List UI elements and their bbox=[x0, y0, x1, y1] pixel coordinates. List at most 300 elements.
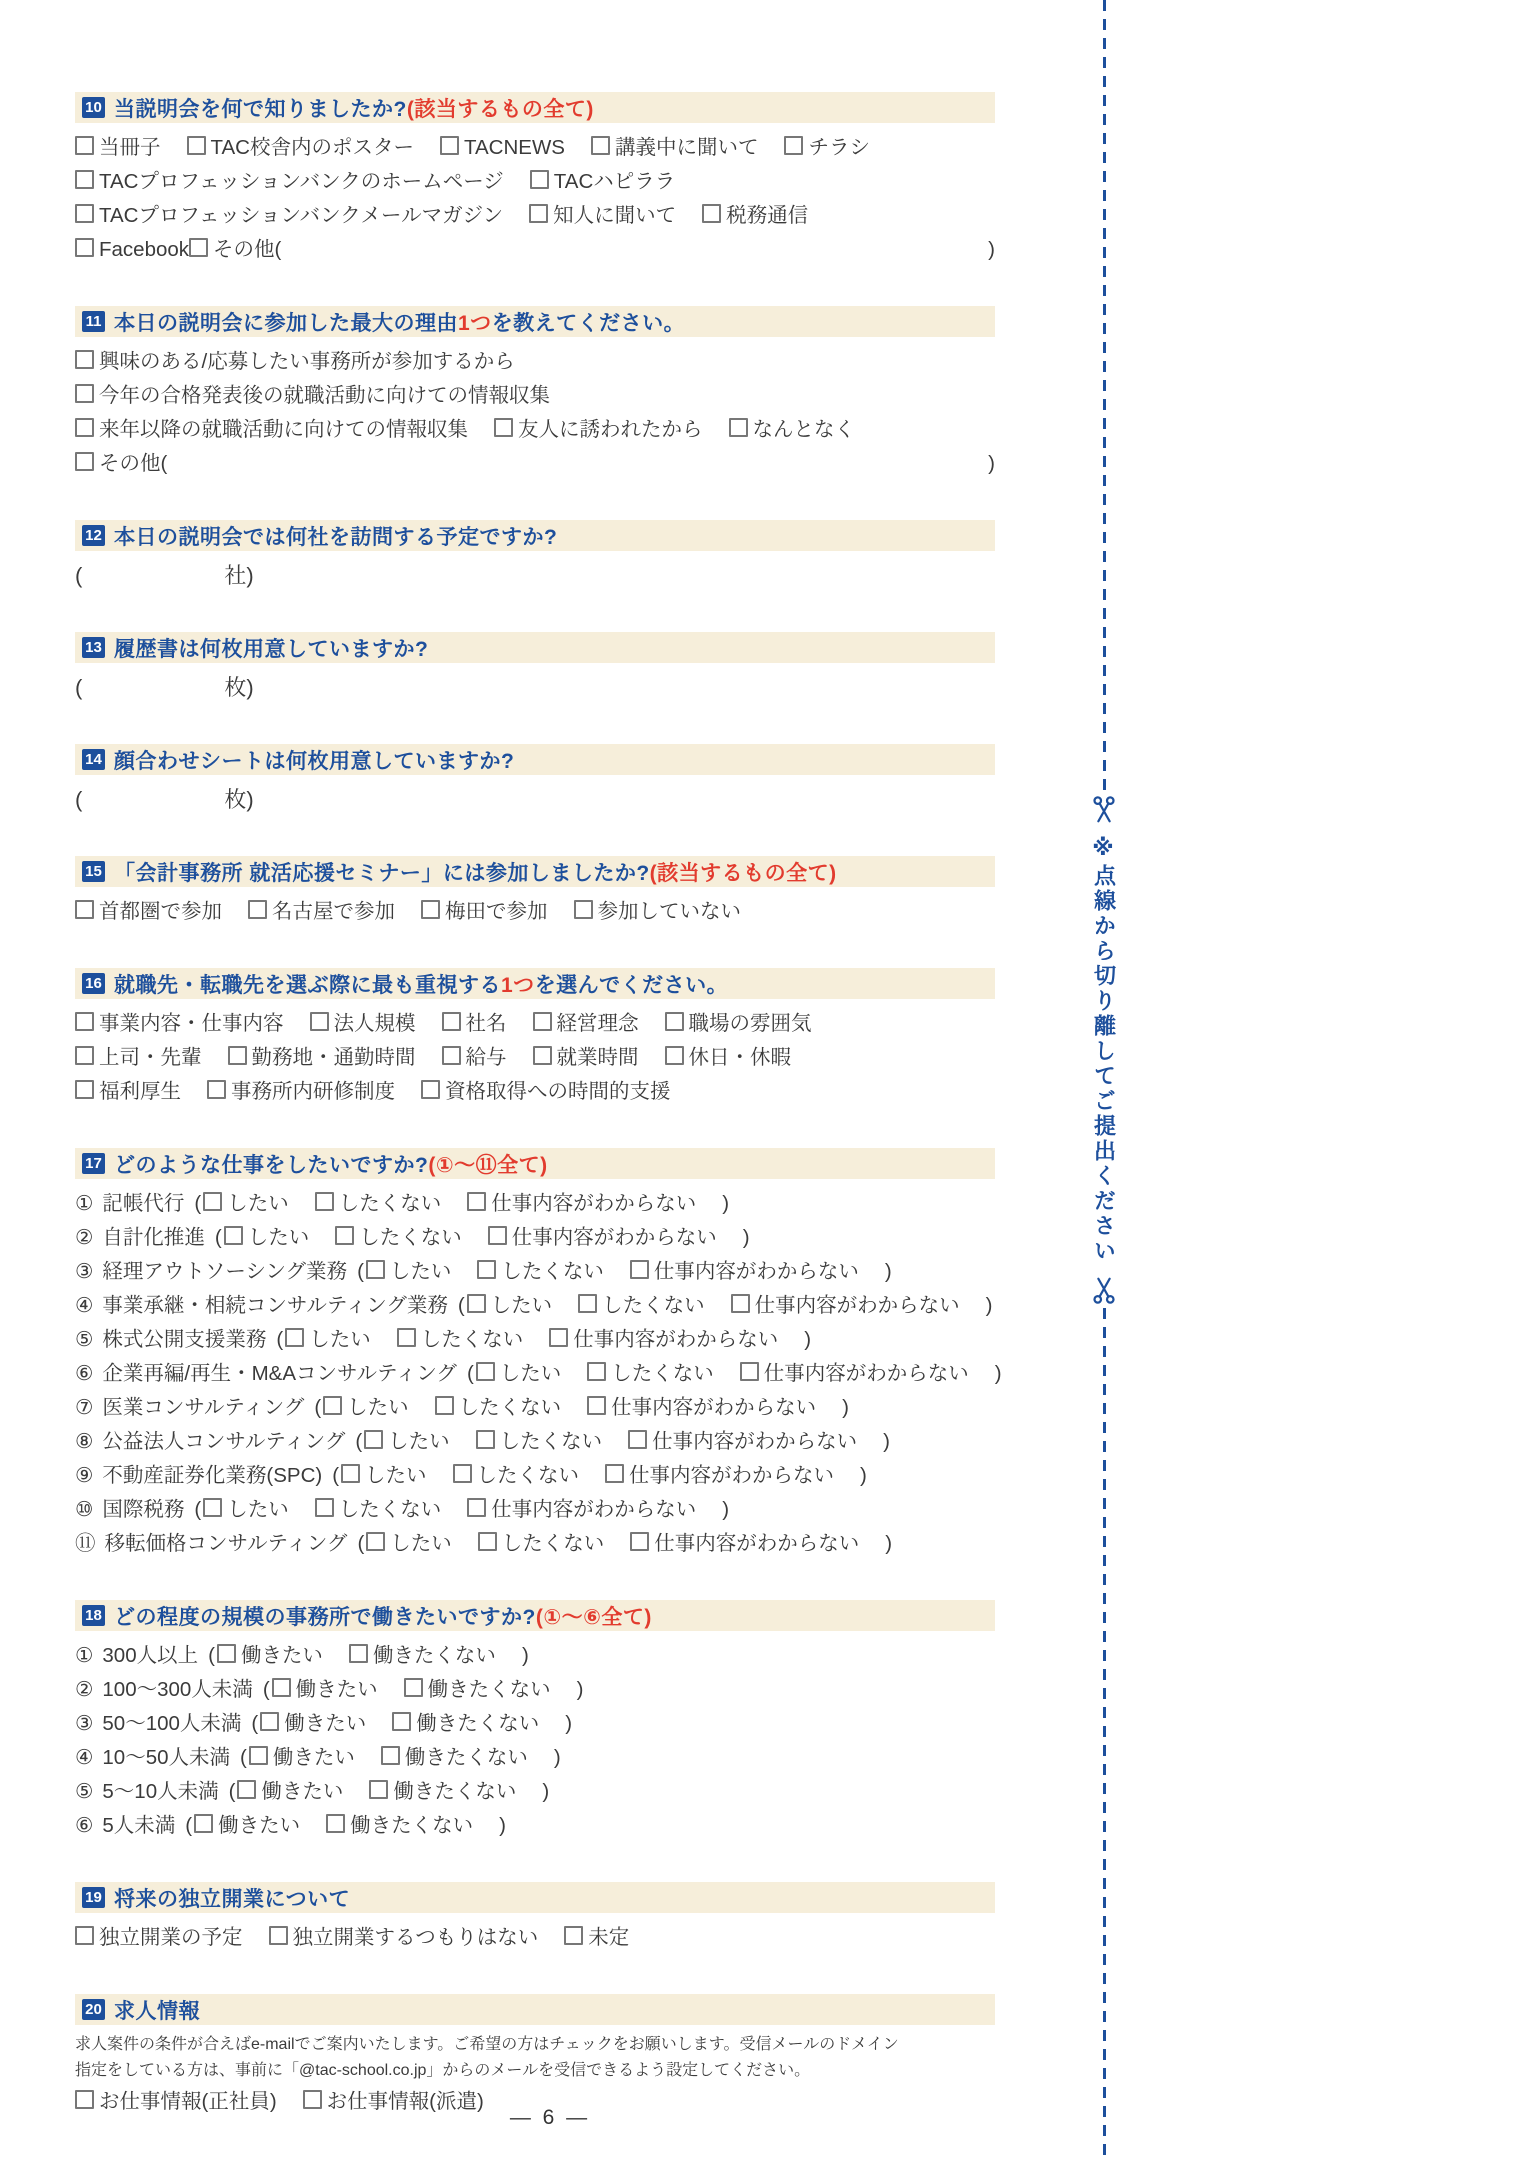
item-number: ⑤ bbox=[75, 1328, 94, 1351]
option-label: TACハピララ bbox=[553, 170, 676, 193]
checkbox-option[interactable] bbox=[75, 204, 503, 227]
option-label: 上司・先輩 bbox=[99, 1046, 202, 1069]
checkbox-icon[interactable] bbox=[75, 170, 94, 189]
checkbox-icon[interactable] bbox=[341, 1464, 360, 1483]
checkbox-option[interactable] bbox=[605, 1464, 834, 1487]
checkbox-option[interactable] bbox=[366, 1532, 452, 1555]
item-row bbox=[75, 1221, 995, 1255]
checkbox-icon[interactable] bbox=[435, 1396, 454, 1415]
item-label: 300人以上 bbox=[102, 1644, 199, 1667]
write-in-row bbox=[75, 671, 995, 705]
checkbox-option[interactable] bbox=[75, 900, 222, 923]
option-label: 仕事内容がわからない bbox=[763, 1362, 969, 1385]
open-paren: ( bbox=[75, 675, 83, 700]
option-label: 働きたくない bbox=[372, 1644, 496, 1667]
checkbox-option[interactable] bbox=[453, 1464, 580, 1487]
checkbox-icon[interactable] bbox=[315, 1498, 334, 1517]
section-14 bbox=[75, 744, 995, 817]
checkbox-option[interactable] bbox=[729, 418, 856, 441]
checkbox-option[interactable] bbox=[249, 1746, 355, 1769]
checkbox-option[interactable] bbox=[203, 1192, 289, 1215]
checkbox-icon[interactable] bbox=[349, 1644, 368, 1663]
checkbox-option[interactable] bbox=[310, 1012, 416, 1035]
checkbox-icon[interactable] bbox=[392, 1712, 411, 1731]
item-number: ④ bbox=[75, 1746, 94, 1769]
close-paren: ) bbox=[521, 1644, 529, 1667]
dashed-cut-line-top bbox=[1103, 0, 1106, 792]
title-segment: を選んでください。 bbox=[534, 973, 729, 997]
section-number-badge: 16 bbox=[82, 973, 105, 994]
title-segment: (該当するもの全て) bbox=[406, 97, 594, 121]
checkbox-option[interactable] bbox=[323, 1396, 409, 1419]
option-row bbox=[75, 233, 995, 267]
checkbox-option[interactable] bbox=[564, 1926, 629, 1949]
checkbox-option[interactable] bbox=[477, 1260, 604, 1283]
checkbox-icon[interactable] bbox=[203, 1498, 222, 1517]
checkbox-icon[interactable] bbox=[272, 1678, 291, 1697]
section-19 bbox=[75, 1882, 995, 1955]
option-label: 講義中に聞いて bbox=[614, 136, 759, 159]
checkbox-option[interactable] bbox=[628, 1430, 857, 1453]
open-paren: ( bbox=[466, 1362, 474, 1385]
section-11 bbox=[75, 306, 995, 481]
option-row bbox=[75, 413, 995, 447]
checkbox-option[interactable] bbox=[381, 1746, 528, 1769]
option-label: したい bbox=[388, 1430, 450, 1453]
option-label: その他( bbox=[213, 238, 282, 261]
checkbox-icon[interactable] bbox=[381, 1746, 400, 1765]
checkbox-icon[interactable] bbox=[366, 1532, 385, 1551]
checkbox-icon[interactable] bbox=[194, 1814, 213, 1833]
section-20 bbox=[75, 1994, 995, 2119]
option-label: 未定 bbox=[588, 1926, 630, 1949]
item-row bbox=[75, 1639, 995, 1673]
checkbox-option[interactable] bbox=[549, 1328, 778, 1351]
checkbox-icon[interactable] bbox=[315, 1192, 334, 1211]
option-row bbox=[75, 379, 995, 413]
cut-line bbox=[1083, 0, 1125, 2163]
option-label: したくない bbox=[501, 1532, 605, 1555]
checkbox-icon[interactable] bbox=[630, 1532, 649, 1551]
section-10 bbox=[75, 92, 995, 267]
option-label: Facebook bbox=[99, 238, 190, 261]
checkbox-icon[interactable] bbox=[404, 1678, 423, 1697]
checkbox-option[interactable] bbox=[630, 1532, 859, 1555]
checkbox-option[interactable] bbox=[467, 1192, 696, 1215]
checkbox-icon[interactable] bbox=[203, 1192, 222, 1211]
option-label: 参加していない bbox=[597, 900, 741, 923]
checkbox-option[interactable] bbox=[533, 1046, 639, 1069]
checkbox-icon[interactable] bbox=[189, 238, 208, 257]
checkbox-icon[interactable] bbox=[75, 136, 94, 155]
checkbox-icon[interactable] bbox=[488, 1226, 507, 1245]
checkbox-icon[interactable] bbox=[477, 1260, 496, 1279]
option-row bbox=[75, 165, 995, 199]
section-note: 求人案件の条件が合えばe-mailでご案内いたします。ご希望の方はチェックをお願いします。受信メールのドメイン bbox=[75, 2036, 899, 2053]
option-label: したくない bbox=[499, 1430, 603, 1453]
section-header bbox=[75, 520, 995, 551]
option-label: 仕事内容がわからない bbox=[611, 1396, 817, 1419]
open-paren: ( bbox=[208, 1644, 215, 1667]
checkbox-option[interactable] bbox=[194, 1814, 300, 1837]
open-paren: ( bbox=[276, 1328, 284, 1351]
close-paren: ) bbox=[742, 1226, 750, 1249]
checkbox-icon[interactable] bbox=[249, 1746, 268, 1765]
checkbox-option[interactable] bbox=[75, 350, 515, 373]
section-number-badge: 10 bbox=[82, 97, 105, 118]
checkbox-icon[interactable] bbox=[75, 452, 94, 471]
checkbox-icon[interactable] bbox=[75, 1012, 94, 1031]
checkbox-icon[interactable] bbox=[591, 136, 610, 155]
item-number: ① bbox=[75, 1644, 94, 1667]
option-label: その他( bbox=[99, 452, 168, 475]
option-label: 税務通信 bbox=[726, 204, 809, 227]
checkbox-icon[interactable] bbox=[467, 1498, 486, 1517]
checkbox-option[interactable] bbox=[349, 1644, 496, 1667]
section-15 bbox=[75, 856, 995, 929]
item-number: ⑩ bbox=[75, 1498, 94, 1521]
checkbox-icon[interactable] bbox=[75, 350, 94, 369]
item-label: 記帳代行 bbox=[102, 1192, 185, 1215]
checkbox-option[interactable] bbox=[740, 1362, 969, 1385]
checkbox-option[interactable] bbox=[248, 900, 395, 923]
checkbox-icon[interactable] bbox=[665, 1012, 684, 1031]
checkbox-icon[interactable] bbox=[207, 1080, 226, 1099]
checkbox-icon[interactable] bbox=[533, 1012, 552, 1031]
checkbox-icon[interactable] bbox=[237, 1780, 256, 1799]
option-row bbox=[75, 131, 995, 165]
option-label: 来年以降の就職活動に向けての情報収集 bbox=[99, 418, 468, 441]
checkbox-option[interactable] bbox=[467, 1498, 696, 1521]
close-paren: ) bbox=[884, 1260, 892, 1283]
checkbox-option[interactable] bbox=[467, 1294, 553, 1317]
checkbox-option[interactable] bbox=[392, 1712, 539, 1735]
item-row bbox=[75, 1741, 995, 1775]
option-label: したい bbox=[309, 1328, 371, 1351]
option-label: 働きたくない bbox=[393, 1780, 517, 1803]
checkbox-icon[interactable] bbox=[75, 900, 94, 919]
checkbox-icon[interactable] bbox=[75, 384, 94, 403]
section-header bbox=[75, 632, 995, 663]
item-label: 移転価格コンサルティング bbox=[104, 1532, 348, 1555]
checkbox-icon[interactable] bbox=[530, 170, 549, 189]
section-header bbox=[75, 856, 995, 887]
checkbox-option[interactable] bbox=[75, 1080, 181, 1103]
item-number: ③ bbox=[75, 1712, 94, 1735]
checkbox-icon[interactable] bbox=[578, 1294, 597, 1313]
option-label: 当冊子 bbox=[99, 136, 161, 159]
option-label: したくない bbox=[359, 1226, 462, 1249]
option-label: なんとなく bbox=[752, 418, 855, 441]
checkbox-option[interactable] bbox=[341, 1464, 427, 1487]
option-label: したい bbox=[499, 1362, 562, 1385]
checkbox-option[interactable] bbox=[529, 204, 676, 227]
checkbox-icon[interactable] bbox=[478, 1532, 497, 1551]
close-paren: ) bbox=[883, 1430, 890, 1453]
open-paren: ( bbox=[251, 1712, 259, 1735]
checkbox-option[interactable] bbox=[421, 900, 548, 923]
option-label: したくない bbox=[420, 1328, 524, 1351]
checkbox-icon[interactable] bbox=[587, 1362, 606, 1381]
checkbox-option[interactable] bbox=[75, 233, 189, 267]
option-label: したくない bbox=[338, 1192, 442, 1215]
checkbox-option[interactable] bbox=[574, 900, 742, 923]
section-12 bbox=[75, 520, 995, 593]
checkbox-icon[interactable] bbox=[248, 900, 267, 919]
checkbox-option[interactable] bbox=[203, 1498, 289, 1521]
checkbox-option[interactable] bbox=[784, 136, 870, 159]
checkbox-option[interactable] bbox=[335, 1226, 462, 1249]
checkbox-icon[interactable] bbox=[269, 1926, 288, 1945]
checkbox-option[interactable] bbox=[75, 170, 504, 193]
open-paren: ( bbox=[314, 1396, 322, 1419]
checkbox-icon[interactable] bbox=[665, 1046, 684, 1065]
section-number-badge: 18 bbox=[82, 1605, 105, 1626]
title-segment: 将来の独立開業について bbox=[114, 1887, 351, 1911]
checkbox-icon[interactable] bbox=[335, 1226, 354, 1245]
close-paren: ) bbox=[994, 1362, 1002, 1385]
open-paren: ( bbox=[240, 1746, 247, 1769]
checkbox-option[interactable] bbox=[442, 1046, 507, 1069]
checkbox-icon[interactable] bbox=[533, 1046, 552, 1065]
checkbox-option[interactable] bbox=[326, 1814, 473, 1837]
checkbox-option[interactable] bbox=[440, 136, 565, 159]
open-paren: ( bbox=[357, 1532, 365, 1555]
checkbox-option[interactable] bbox=[587, 1362, 714, 1385]
section-title bbox=[114, 521, 557, 551]
checkbox-option[interactable] bbox=[224, 1226, 310, 1249]
option-label: 興味のある/応募したい事務所が参加するから bbox=[99, 350, 515, 373]
checkbox-icon[interactable] bbox=[187, 136, 206, 155]
checkbox-icon[interactable] bbox=[310, 1012, 329, 1031]
checkbox-icon[interactable] bbox=[421, 1080, 440, 1099]
checkbox-icon[interactable] bbox=[224, 1226, 243, 1245]
checkbox-icon[interactable] bbox=[75, 1080, 94, 1099]
section-title bbox=[114, 969, 728, 999]
checkbox-icon[interactable] bbox=[549, 1328, 568, 1347]
checkbox-option[interactable] bbox=[75, 136, 161, 159]
checkbox-option[interactable] bbox=[578, 1294, 705, 1317]
section-number-badge: 12 bbox=[82, 525, 105, 546]
option-label: チラシ bbox=[808, 136, 870, 159]
checkbox-option[interactable] bbox=[189, 233, 281, 267]
option-label: TACプロフェッションバンクのホームページ bbox=[99, 170, 504, 193]
checkbox-icon[interactable] bbox=[740, 1362, 759, 1381]
close-paren: ) bbox=[988, 238, 995, 261]
checkbox-option[interactable] bbox=[587, 1396, 816, 1419]
checkbox-icon[interactable] bbox=[440, 136, 459, 155]
checkbox-icon[interactable] bbox=[564, 1926, 583, 1945]
checkbox-option[interactable] bbox=[75, 447, 167, 481]
checkbox-icon[interactable] bbox=[630, 1260, 649, 1279]
checkbox-option[interactable] bbox=[228, 1046, 416, 1069]
open-paren: ( bbox=[194, 1192, 202, 1215]
checkbox-option[interactable] bbox=[421, 1080, 671, 1103]
checkbox-option[interactable] bbox=[731, 1294, 960, 1317]
checkbox-option[interactable] bbox=[272, 1678, 378, 1701]
checkbox-icon[interactable] bbox=[476, 1430, 495, 1449]
checkbox-icon[interactable] bbox=[228, 1046, 247, 1065]
title-segment: 本日の説明会に参加した最大の理由 bbox=[114, 311, 458, 335]
checkbox-option[interactable] bbox=[702, 204, 808, 227]
checkbox-option[interactable] bbox=[75, 1012, 284, 1035]
cut-instruction-text: ※点線から切り離してご提出ください bbox=[1091, 836, 1117, 1264]
checkbox-icon[interactable] bbox=[260, 1712, 279, 1731]
checkbox-option[interactable] bbox=[237, 1780, 343, 1803]
checkbox-option[interactable] bbox=[488, 1226, 717, 1249]
checkbox-icon[interactable] bbox=[574, 900, 593, 919]
item-row bbox=[75, 1425, 995, 1459]
open-paren: ( bbox=[214, 1226, 222, 1249]
item-number: ④ bbox=[75, 1294, 94, 1317]
checkbox-icon[interactable] bbox=[285, 1328, 304, 1347]
checkbox-option[interactable] bbox=[285, 1328, 371, 1351]
checkbox-icon[interactable] bbox=[467, 1192, 486, 1211]
item-row bbox=[75, 1775, 995, 1809]
checkbox-option[interactable] bbox=[315, 1192, 442, 1215]
checkbox-icon[interactable] bbox=[476, 1362, 495, 1381]
option-label: 休日・休暇 bbox=[688, 1046, 791, 1069]
checkbox-icon[interactable] bbox=[75, 1926, 94, 1945]
section-header bbox=[75, 1148, 995, 1179]
option-label: 仕事内容がわからない bbox=[491, 1192, 697, 1215]
checkbox-icon[interactable] bbox=[75, 204, 94, 223]
title-segment: 就職先・転職先を選ぶ際に最も重視する bbox=[114, 973, 501, 997]
item-row bbox=[75, 1323, 995, 1357]
title-segment: どの程度の規模の事務所で働きたいですか? bbox=[114, 1605, 536, 1629]
checkbox-option[interactable] bbox=[364, 1430, 450, 1453]
checkbox-icon[interactable] bbox=[217, 1644, 236, 1663]
option-label: したい bbox=[389, 1260, 452, 1283]
checkbox-option[interactable] bbox=[75, 1046, 202, 1069]
option-label: 働きたくない bbox=[350, 1814, 474, 1837]
item-number: ⑨ bbox=[75, 1464, 94, 1487]
checkbox-option[interactable] bbox=[187, 136, 414, 159]
option-label: 仕事内容がわからない bbox=[511, 1226, 717, 1249]
checkbox-icon[interactable] bbox=[587, 1396, 606, 1415]
option-label: 知人に聞いて bbox=[553, 204, 677, 227]
option-label: したい bbox=[247, 1226, 310, 1249]
checkbox-option[interactable] bbox=[404, 1678, 551, 1701]
checkbox-icon[interactable] bbox=[364, 1430, 383, 1449]
checkbox-icon[interactable] bbox=[453, 1464, 472, 1483]
title-segment: を教えてください。 bbox=[491, 311, 686, 335]
checkbox-icon[interactable] bbox=[784, 136, 803, 155]
checkbox-option[interactable] bbox=[217, 1644, 323, 1667]
item-row bbox=[75, 1357, 1002, 1391]
checkbox-icon[interactable] bbox=[326, 1814, 345, 1833]
item-label: 100〜300人未満 bbox=[102, 1678, 253, 1701]
checkbox-option[interactable] bbox=[75, 418, 468, 441]
close-paren: ) bbox=[553, 1746, 561, 1769]
item-number: ⑦ bbox=[75, 1396, 94, 1419]
option-label: 資格取得への時間的支援 bbox=[445, 1080, 671, 1103]
checkbox-option[interactable] bbox=[665, 1046, 792, 1069]
checkbox-option[interactable] bbox=[476, 1430, 603, 1453]
checkbox-icon[interactable] bbox=[731, 1294, 750, 1313]
option-label: したい bbox=[227, 1498, 289, 1521]
checkbox-option[interactable] bbox=[665, 1012, 812, 1035]
checkbox-option[interactable] bbox=[533, 1012, 639, 1035]
checkbox-option[interactable] bbox=[591, 136, 759, 159]
option-label: 働きたい bbox=[295, 1678, 378, 1701]
unit-label: 枚) bbox=[224, 787, 254, 812]
option-label: TAC校舎内のポスター bbox=[210, 136, 414, 159]
checkbox-option[interactable] bbox=[397, 1328, 524, 1351]
checkbox-option[interactable] bbox=[269, 1926, 539, 1949]
close-paren: ) bbox=[722, 1192, 730, 1215]
section-title bbox=[114, 1995, 200, 2025]
option-label: 仕事内容がわからない bbox=[654, 1532, 860, 1555]
checkbox-option[interactable] bbox=[369, 1780, 516, 1803]
close-paren: ) bbox=[842, 1396, 849, 1419]
checkbox-option[interactable] bbox=[476, 1362, 562, 1385]
checkbox-option[interactable] bbox=[442, 1012, 507, 1035]
checkbox-icon[interactable] bbox=[729, 418, 748, 437]
checkbox-option[interactable] bbox=[260, 1712, 366, 1735]
checkbox-icon[interactable] bbox=[605, 1464, 624, 1483]
checkbox-icon[interactable] bbox=[421, 900, 440, 919]
item-number: ② bbox=[75, 1678, 94, 1701]
item-label: 自計化推進 bbox=[102, 1226, 205, 1249]
title-segment: 1つ bbox=[501, 973, 535, 997]
checkbox-option[interactable] bbox=[207, 1080, 395, 1103]
checkbox-option[interactable] bbox=[75, 384, 550, 407]
checkbox-icon[interactable] bbox=[494, 418, 513, 437]
checkbox-option[interactable] bbox=[75, 1926, 243, 1949]
checkbox-icon[interactable] bbox=[467, 1294, 486, 1313]
checkbox-icon[interactable] bbox=[366, 1260, 385, 1279]
item-number: ② bbox=[75, 1226, 94, 1249]
close-paren: ) bbox=[565, 1712, 573, 1735]
checkbox-icon[interactable] bbox=[442, 1012, 461, 1031]
item-row bbox=[75, 1289, 995, 1323]
checkbox-icon[interactable] bbox=[442, 1046, 461, 1065]
option-label: 働きたい bbox=[240, 1644, 323, 1667]
option-row bbox=[75, 1921, 995, 1955]
checkbox-icon[interactable] bbox=[75, 238, 94, 257]
checkbox-icon[interactable] bbox=[529, 204, 548, 223]
item-row bbox=[75, 1187, 995, 1221]
option-label: 経営理念 bbox=[556, 1012, 639, 1035]
option-label: 働きたい bbox=[272, 1746, 355, 1769]
item-label: 事業承継・相続コンサルティング業務 bbox=[102, 1294, 448, 1317]
option-row bbox=[75, 199, 995, 233]
open-paren: ( bbox=[75, 787, 83, 812]
checkbox-icon[interactable] bbox=[75, 1046, 94, 1065]
checkbox-option[interactable] bbox=[478, 1532, 605, 1555]
checkbox-option[interactable] bbox=[630, 1260, 859, 1283]
section-number-badge: 19 bbox=[82, 1887, 105, 1908]
checkbox-icon[interactable] bbox=[702, 204, 721, 223]
item-label: 医業コンサルティング bbox=[102, 1396, 305, 1419]
option-label: 独立開業するつもりはない bbox=[292, 1926, 539, 1949]
checkbox-icon[interactable] bbox=[628, 1430, 647, 1449]
section-title bbox=[114, 1883, 350, 1913]
checkbox-option[interactable] bbox=[435, 1396, 562, 1419]
option-label: したい bbox=[490, 1294, 553, 1317]
write-in-row bbox=[75, 559, 995, 593]
checkbox-option[interactable] bbox=[315, 1498, 442, 1521]
section-header bbox=[75, 968, 995, 999]
checkbox-icon[interactable] bbox=[397, 1328, 416, 1347]
checkbox-option[interactable] bbox=[494, 418, 703, 441]
checkbox-option[interactable] bbox=[530, 170, 675, 193]
checkbox-icon[interactable] bbox=[323, 1396, 342, 1415]
checkbox-option[interactable] bbox=[366, 1260, 452, 1283]
checkbox-icon[interactable] bbox=[75, 418, 94, 437]
checkbox-icon[interactable] bbox=[369, 1780, 388, 1799]
